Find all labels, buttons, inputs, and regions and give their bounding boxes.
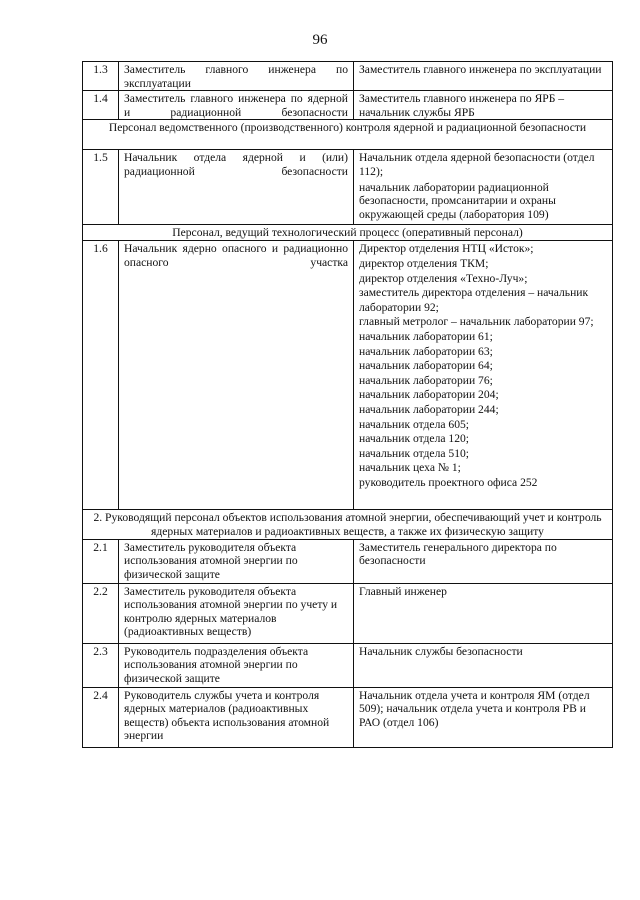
section-row (83, 225, 613, 241)
table-row (83, 91, 613, 120)
holder-line: начальник отдела 120; (359, 432, 470, 446)
position-cell: Начальник отдела ядерной и (или) радиационной безопасности (119, 150, 354, 225)
holder-cell (354, 150, 613, 225)
table-row (83, 62, 613, 91)
holder-line: Начальник отдела ядерной безопасности (отдел 112); (359, 151, 595, 178)
holder-line: начальник лаборатории 244; (359, 402, 499, 416)
table-row (83, 241, 613, 510)
holder-cell: Заместитель главного инженера по ЯРБ – начальник службы ЯРБ (354, 91, 613, 120)
holder-line: заместитель директора отделения – начальник лаборатории 92; (359, 286, 589, 314)
holder-cell (354, 241, 613, 510)
position-cell: Заместитель главного инженера по ядерной и радиационной безопасности (119, 91, 354, 120)
table-row (83, 687, 613, 747)
holder-cell: Начальник службы безопасности (354, 643, 613, 687)
row-number: 2.4 (83, 687, 119, 747)
holder-line: начальник лаборатории 61; (359, 329, 493, 343)
position-cell: Начальник ядерно опасного и радиационно опасного участка (119, 241, 354, 510)
holder-line: начальник лаборатории 76; (359, 373, 493, 387)
section-title: Персонал ведомственного (производственного) контроля ядерной и радиационной безопасности (83, 120, 613, 150)
position-cell: Заместитель руководителя объекта использования атомной энергии по физической защите (119, 539, 354, 583)
row-number: 2.2 (83, 583, 119, 643)
staff-table (82, 61, 613, 748)
holder-cell: Начальник отдела учета и контроля ЯМ (отдел 509); начальник отдела учета и контроля РВ и РАО (отдел 106) (354, 687, 613, 747)
holder-line: начальник лаборатории радиационной безопасности, промсанитарии и охраны окружающей среды (лаборатория 109) (359, 180, 556, 221)
table-row (83, 539, 613, 583)
table-row (83, 643, 613, 687)
holder-line: руководитель проектного офиса 252 (359, 475, 538, 489)
holder-line: начальник отдела 605; (359, 417, 470, 431)
holder-line: начальник отдела 510; (359, 446, 470, 460)
row-number: 1.4 (83, 91, 119, 120)
row-number: 1.5 (83, 150, 119, 225)
holder-line: начальник цеха № 1; (359, 461, 461, 475)
row-number: 2.1 (83, 539, 119, 583)
position-cell: Руководитель службы учета и контроля ядерных материалов (радиоактивных веществ) объекта использования атомной энергии (119, 687, 354, 747)
section-title: Персонал, ведущий технологический процесс (оперативный персонал) (83, 225, 613, 241)
position-cell: Руководитель подразделения объекта использования атомной энергии по физической защите (119, 643, 354, 687)
table-row (83, 583, 613, 643)
page-number: 96 (312, 32, 328, 48)
position-cell: Заместитель руководителя объекта использования атомной энергии по учету и контролю ядерных материалов (радиоактивных веществ) (119, 583, 354, 643)
row-number: 2.3 (83, 643, 119, 687)
position-cell: Заместитель главного инженера по эксплуатации (119, 62, 354, 91)
section-title: 2. Руководящий персонал объектов использования атомной энергии, обеспечивающий учет и контроль ядерных материалов и радиоактивных веществ, а также их физическую защиту (83, 510, 613, 539)
holder-line: Директор отделения НТЦ «Исток»; (359, 242, 534, 256)
table-row (83, 150, 613, 225)
holder-line: начальник лаборатории 64; (359, 359, 493, 373)
holder-cell: Заместитель главного инженера по эксплуатации (354, 62, 613, 91)
holder-cell: Главный инженер (354, 583, 613, 643)
holder-line: начальник лаборатории 204; (359, 388, 499, 402)
section-row (83, 120, 613, 150)
holder-line: директор отделения ТКМ; (359, 256, 489, 270)
holder-cell: Заместитель генерального директора по безопасности (354, 539, 613, 583)
holder-line: главный метролог – начальник лаборатории 97; (359, 315, 594, 329)
holder-line: директор отделения «Техно-Луч»; (359, 271, 528, 285)
row-number: 1.3 (83, 62, 119, 91)
holder-line: начальник лаборатории 63; (359, 344, 493, 358)
section-row (83, 510, 613, 539)
row-number: 1.6 (83, 241, 119, 510)
